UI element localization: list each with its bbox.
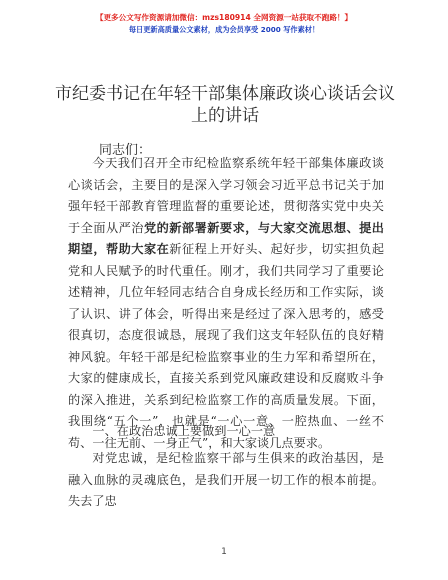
promo-banner-line-2: 每日更新高质量公文素材，成为会员享受 2000 写作素材！ (128, 25, 320, 34)
paragraph-intro-part2: 新征程上开好头、起好步，切实担负起党和人民赋予的时代重任。刚才，我们共同学习了重要论述精神，几位年轻同志结合自身成长经历和工作实际，谈了认识、讲了体会，听得出来是经过了深入思考的，感受很真切，态度很诚恳，展现了我们这支年轻队伍的良好精神风貌。年轻干部是纪检监察事业的生力军和希望所在，大家的健康成长，直接关系到党风廉政建设和反腐败斗争的深入推进，关系到纪检监察工作的高质量发展。下面，我围绕“五个一”，也就是“一心一意、一腔热血、一丝不苟、一往无前、一身正气”，和大家谈几点要求。 (68, 242, 385, 450)
section-heading-1: 一、在政治忠诚上要做到一心一意 (92, 424, 276, 438)
paragraph-intro-part1: 今天我们召开全市纪检监察系统年轻干部集体廉政谈心谈话会，主要目的是深入学习领会习近平总书记关于加强年轻干部教育管理监督的重要论述，贯彻落实党中央关于全面从严治 (68, 156, 384, 235)
promo-banner-line-1: 【更多公文写作资源请加微信：mzs180914 全网资源一站获取不跑路！】 (95, 13, 353, 22)
paragraph-section-1: 对党忠诚，是纪检监察干部与生俱来的政治基因，是融入血脉的灵魂底色，是我们开展一切工作的根本前提。失去了忠 (68, 451, 384, 508)
salutation: 同志们： (99, 143, 152, 158)
page-number: 1 (221, 547, 227, 557)
paragraph-intro-bold: 党的新部署新要求，与大家交流思想、提出期望，帮助大家在 (68, 220, 384, 256)
document-title: 市纪委书记在年轻干部集体廉政谈心谈话会议上的讲话 (55, 84, 395, 126)
paragraph-intro (68, 153, 384, 454)
